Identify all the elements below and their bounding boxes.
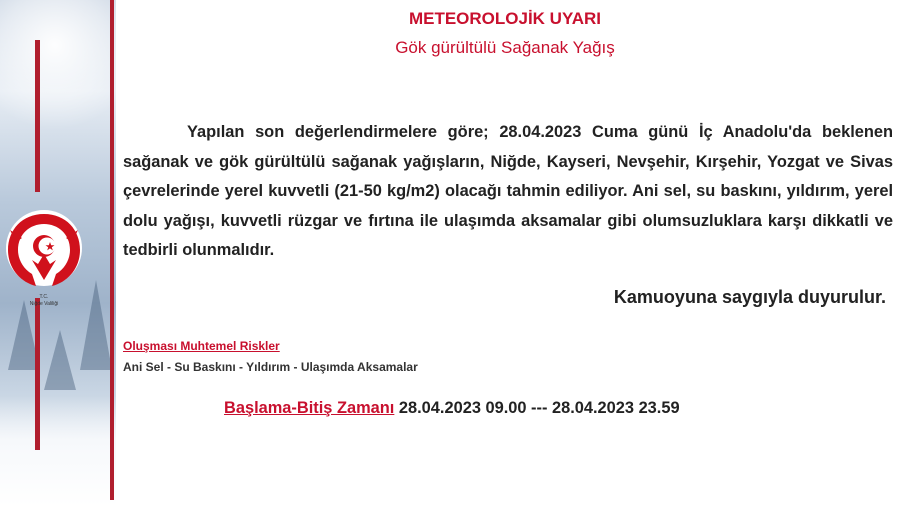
page-title: METEOROLOJİK UYARI xyxy=(408,9,602,28)
risks-list: Ani Sel - Su Baskını - Yıldırım - Ulaşımda Aksamalar xyxy=(123,360,418,374)
closing-statement: Kamuoyuna saygıyla duyurulur. xyxy=(613,287,886,307)
logo-caption-line2: Niğde Valiliği xyxy=(29,301,59,307)
logo-caption-line1: T.C. xyxy=(39,294,49,300)
time-range-label: Başlama-Bitiş Zamanı xyxy=(224,399,395,417)
snow-ground xyxy=(0,396,116,506)
tree-shape xyxy=(44,330,76,390)
red-divider-bar xyxy=(35,298,40,450)
time-range-row xyxy=(224,399,680,418)
page-subtitle: Gök gürültülü Sağanak Yağış xyxy=(395,38,615,57)
warning-paragraph: Yapılan son değerlendirmelere göre; 28.04.2023 Cuma günü İç Anadolu'da beklenen sağanak ve gök gürültülü sağanak yağışların, Niğde, Kayseri, Nevşehir, Kırşehir, Yozgat ve Sivas çevrelerinde yerel kuvvetli (21-50 kg/m2) olacağı tahmin ediliyor. Ani sel, su baskını, yıldırım, yerel dolu yağışı, kuvvetli rüzgar ve fırtına ile ulaşımda aksamalar gibi olumsuzluklara karşı dikkatli ve tedbirli olunmalıdır. xyxy=(123,123,893,260)
red-vertical-line xyxy=(110,0,114,500)
time-range-value: 28.04.2023 09.00 --- 28.04.2023 23.59 xyxy=(394,399,680,417)
risks-heading: Oluşması Muhtemel Riskler xyxy=(123,339,280,353)
red-divider-bar xyxy=(35,40,40,192)
governorship-logo xyxy=(2,208,86,294)
